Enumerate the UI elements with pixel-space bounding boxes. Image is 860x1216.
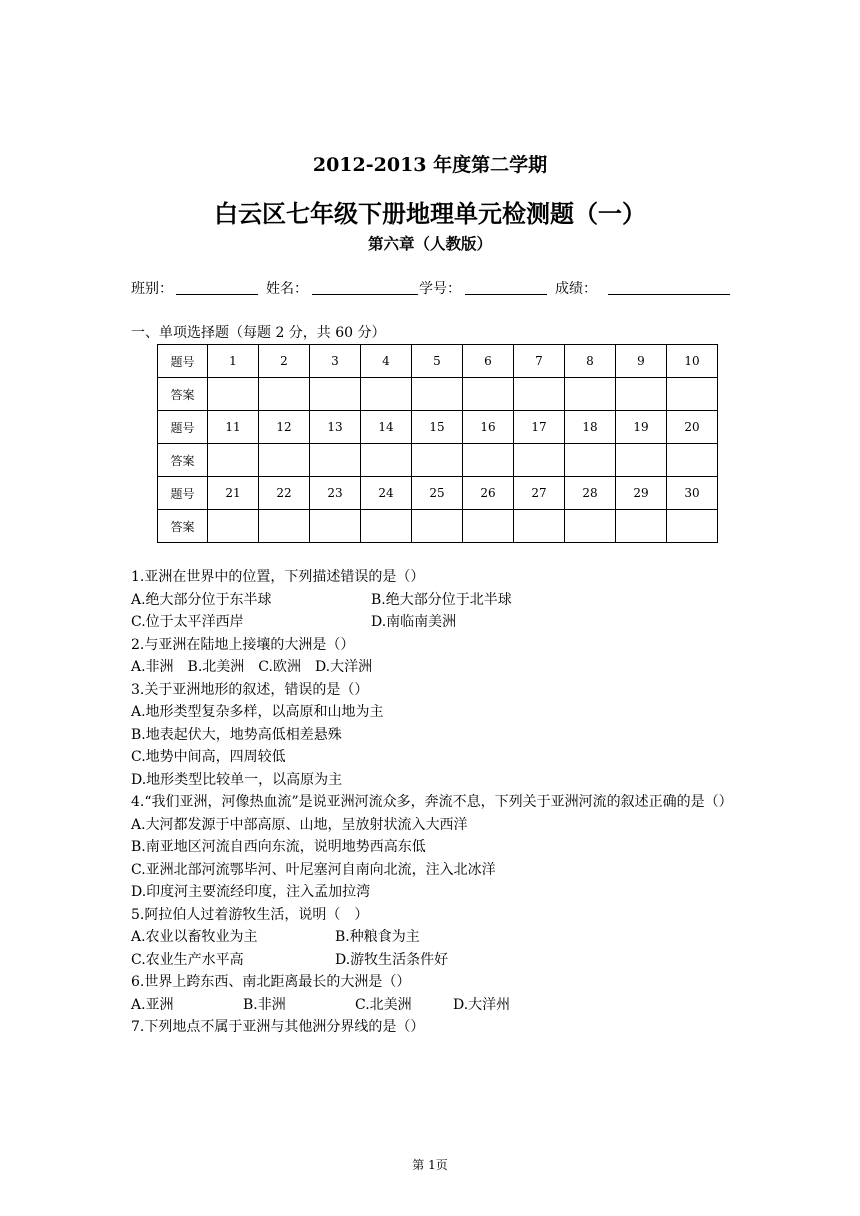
answer-header: 答案 <box>158 378 208 411</box>
answer-cell[interactable] <box>463 510 514 543</box>
option: D.南临南美洲 <box>371 614 457 630</box>
question-number-cell: 29 <box>616 477 667 510</box>
answer-cell[interactable] <box>310 378 361 411</box>
option: C.位于太平洋西岸 <box>131 614 244 630</box>
page-number: 第 1页 <box>412 1158 448 1172</box>
question-number-cell: 4 <box>361 345 412 378</box>
question-5-options-cd <box>131 949 741 972</box>
question-number-cell: 19 <box>616 411 667 444</box>
answer-cell[interactable] <box>616 510 667 543</box>
section-title: 一、单项选择题（每题 2 分，共 60 分） <box>131 325 386 341</box>
answer-cell[interactable] <box>412 510 463 543</box>
option: D.大洋州 <box>453 996 511 1013</box>
question-number-cell: 7 <box>514 345 565 378</box>
question-number-cell: 25 <box>412 477 463 510</box>
question-number-header: 题号 <box>158 345 208 378</box>
answer-row <box>158 378 718 411</box>
score-label: 成绩： <box>555 281 597 297</box>
answer-cell[interactable] <box>259 378 310 411</box>
question-number-cell: 28 <box>565 477 616 510</box>
option: A.亚洲 <box>131 996 174 1013</box>
answer-cell[interactable] <box>514 378 565 411</box>
question-number-cell: 27 <box>514 477 565 510</box>
answer-cell[interactable] <box>514 510 565 543</box>
option: A.大河都发源于中部高原、山地，呈放射状流入大西洋 <box>131 816 468 833</box>
question-2-options: A.非洲 B.北美洲 C.欧洲 D.大洋洲 <box>131 659 373 675</box>
question-1-options-ab <box>131 589 741 612</box>
question-number-row <box>158 411 718 444</box>
question-number-row <box>158 345 718 378</box>
question-number-cell: 3 <box>310 345 361 378</box>
question-2: 2.与亚洲在陆地上接壤的大洲是（） <box>131 636 355 653</box>
option: C.地势中间高，四周较低 <box>131 749 286 765</box>
answer-cell[interactable] <box>412 378 463 411</box>
answer-cell[interactable] <box>463 378 514 411</box>
question-number-cell: 11 <box>208 411 259 444</box>
option: C.北美洲 <box>355 996 412 1013</box>
answer-cell[interactable] <box>667 378 718 411</box>
option: B.南亚地区河流自西向东流，说明地势西高东低 <box>131 839 426 855</box>
question-7: 7.下列地点不属于亚洲与其他洲分界线的是（） <box>131 1019 425 1035</box>
answer-cell[interactable] <box>463 444 514 477</box>
answer-cell[interactable] <box>310 444 361 477</box>
option: A.地形类型复杂多样，以高原和山地为主 <box>131 704 384 720</box>
score-blank <box>608 294 730 295</box>
option: C.农业生产水平高 <box>131 951 244 968</box>
answer-cell[interactable] <box>361 378 412 411</box>
id-label: 学号： <box>419 281 461 297</box>
option: D.印度河主要流经印度，注入孟加拉湾 <box>131 884 371 900</box>
answer-row <box>158 444 718 477</box>
exam-subtitle: 第六章（人教版） <box>367 234 492 253</box>
answer-cell[interactable] <box>667 510 718 543</box>
question-number-cell: 23 <box>310 477 361 510</box>
answer-cell[interactable] <box>565 378 616 411</box>
option: C.亚洲北部河流鄂毕河、叶尼塞河自南向北流，注入北冰洋 <box>131 861 496 878</box>
option: B.地表起伏大，地势高低相差悬殊 <box>131 726 342 743</box>
question-number-cell: 22 <box>259 477 310 510</box>
question-number-cell: 13 <box>310 411 361 444</box>
question-number-cell: 26 <box>463 477 514 510</box>
question-1: 1.亚洲在世界中的位置，下列描述错误的是（） <box>131 569 425 585</box>
answer-cell[interactable] <box>361 444 412 477</box>
answer-row <box>158 510 718 543</box>
exam-title: 白云区七年级下册地理单元检测题（一） <box>214 199 646 228</box>
question-number-cell: 24 <box>361 477 412 510</box>
question-number-row <box>158 477 718 510</box>
answer-cell[interactable] <box>412 444 463 477</box>
question-number-cell: 8 <box>565 345 616 378</box>
question-number-cell: 10 <box>667 345 718 378</box>
option: B.绝大部分位于北半球 <box>371 591 512 608</box>
question-number-cell: 2 <box>259 345 310 378</box>
option: A.农业以畜牧业为主 <box>131 929 258 945</box>
answer-cell[interactable] <box>616 378 667 411</box>
answer-cell[interactable] <box>259 444 310 477</box>
question-number-cell: 14 <box>361 411 412 444</box>
question-1-options-cd <box>131 611 741 634</box>
question-number-cell: 15 <box>412 411 463 444</box>
id-blank <box>465 294 547 295</box>
answer-cell[interactable] <box>565 444 616 477</box>
question-list <box>131 566 741 1039</box>
answer-cell[interactable] <box>361 510 412 543</box>
answer-cell[interactable] <box>208 378 259 411</box>
question-number-cell: 12 <box>259 411 310 444</box>
answer-header: 答案 <box>158 444 208 477</box>
question-6: 6.世界上跨东西、南北距离最长的大洲是（） <box>131 974 411 990</box>
answer-header: 答案 <box>158 510 208 543</box>
question-number-header: 题号 <box>158 477 208 510</box>
term-heading: 2012-2013 年度第二学期 <box>312 154 548 176</box>
answer-cell[interactable] <box>259 510 310 543</box>
name-label: 姓名： <box>266 281 308 297</box>
name-blank <box>312 294 418 295</box>
question-number-cell: 5 <box>412 345 463 378</box>
question-number-cell: 16 <box>463 411 514 444</box>
option: B.种粮食为主 <box>335 929 420 945</box>
answer-cell[interactable] <box>310 510 361 543</box>
option: D.地形类型比较单一，以高原为主 <box>131 771 343 788</box>
question-5-options-ab <box>131 926 741 949</box>
option: A.绝大部分位于东半球 <box>131 591 272 608</box>
answer-cell[interactable] <box>208 510 259 543</box>
question-3: 3.关于亚洲地形的叙述，错误的是（） <box>131 681 369 698</box>
option: B.非洲 <box>243 996 286 1013</box>
question-number-cell: 6 <box>463 345 514 378</box>
answer-cell[interactable] <box>208 444 259 477</box>
answer-cell[interactable] <box>616 444 667 477</box>
question-number-cell: 1 <box>208 345 259 378</box>
question-6-options <box>131 994 741 1017</box>
answer-cell[interactable] <box>565 510 616 543</box>
question-number-cell: 20 <box>667 411 718 444</box>
question-number-cell: 21 <box>208 477 259 510</box>
option: D.游牧生活条件好 <box>335 951 449 968</box>
question-number-cell: 18 <box>565 411 616 444</box>
question-number-cell: 17 <box>514 411 565 444</box>
answer-cell[interactable] <box>667 444 718 477</box>
answer-table <box>157 344 718 543</box>
class-blank <box>176 294 258 295</box>
question-number-header: 题号 <box>158 411 208 444</box>
question-5: 5.阿拉伯人过着游牧生活，说明（ ） <box>131 906 369 923</box>
answer-cell[interactable] <box>514 444 565 477</box>
question-number-cell: 30 <box>667 477 718 510</box>
question-4: 4.“我们亚洲，河像热血流”是说亚洲河流众多，奔流不息，下列关于亚洲河流的叙述正确的是（） <box>131 794 733 810</box>
question-number-cell: 9 <box>616 345 667 378</box>
class-label: 班别： <box>131 281 173 297</box>
